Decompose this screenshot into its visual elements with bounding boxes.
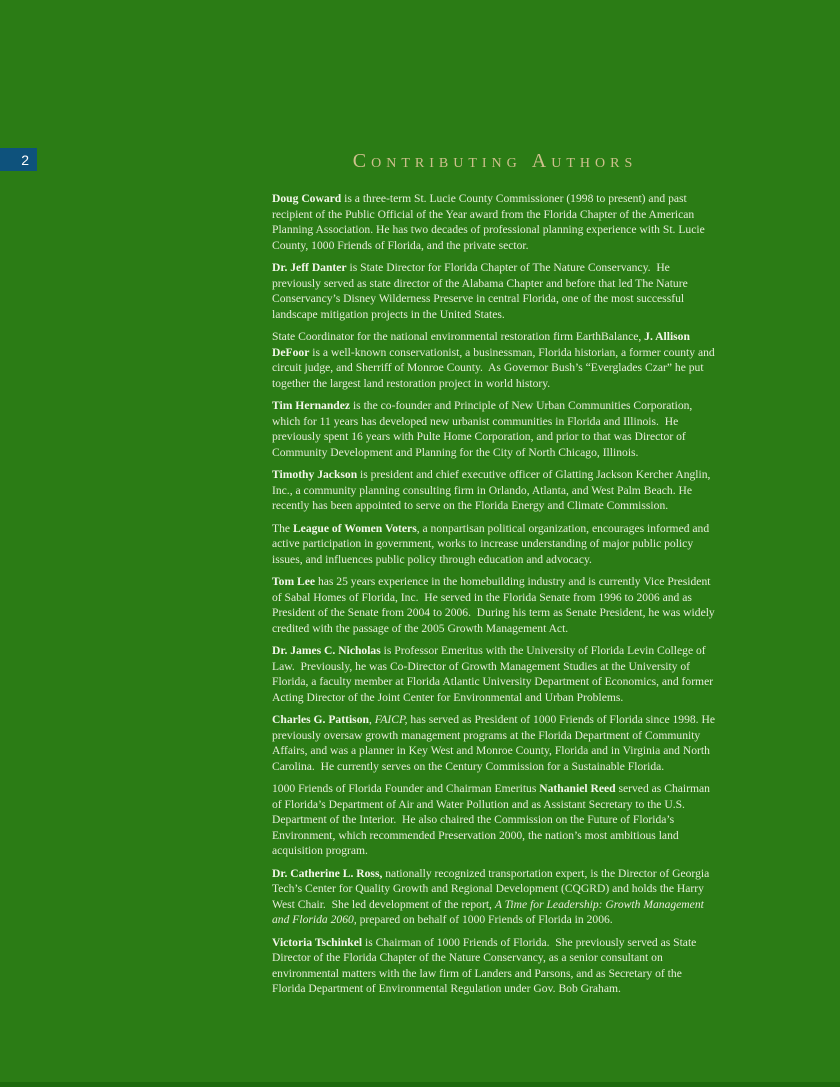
author-paragraph: Tim Hernandez is the co-founder and Principle of New Urban Communities Corporation, which for 11 years has developed new urbanist communities in Florida and Illinois. He previously spent 16 years with Pulte Home Corporation, and prior to that was Director of Community Development and Planning for the City of North Chicago, Illinois. [272,399,696,459]
author-paragraph: Charles G. Pattison, FAICP, has served as President of 1000 Friends of Florida since 1998. He previously oversaw growth management programs at the Florida Department of Community Affairs, and was a planner in Key West and Monroe County, Florida and in Virginia and North Carolina. He currently serves on the Century Commission for a Sustainable Florida. [272,713,718,773]
author-paragraph: Dr. James C. Nicholas is Professor Emeritus with the University of Florida Levin College of Law. Previously, he was Co-Director of Growth Management Studies at the University of Florida, a faculty member at Florida Atlantic University Department of Economics, and former Acting Director of the Joint Center for Environmental and Urban Problems. [272,644,716,704]
author-paragraph: Dr. Catherine L. Ross, nationally recognized transportation expert, is the Director of Georgia Tech’s Center for Quality Growth and Regional Development (CQGRD) and holds the Harry West Chair. She led development of the report, A Time for Leadership: Growth Management and Florida 2060, prepared on behalf of 1000 Friends of Florida in 2006. [272,866,712,926]
page-number: 2 [21,151,29,168]
page-number-tab [0,148,37,171]
author-paragraph: Tom Lee has 25 years experience in the homebuilding industry and is currently Vice President of Sabal Homes of Florida, Inc. He served in the Florida Senate from 1996 to 2006 and as President of the Senate from 2004 to 2006. During his term as Senate President, he was widely credited with the passage of the 2005 Growth Management Act. [272,575,718,635]
author-paragraph: State Coordinator for the national environmental restoration firm EarthBalance, J. Allison DeFoor is a well-known conservationist, a businessman, Florida historian, a former county and circuit judge, and Sherriff of Monroe County. As Governor Bush’s “Everglades Czar” he put together the largest land restoration project in world history. [272,330,718,390]
author-paragraph: Timothy Jackson is president and chief executive officer of Glatting Jackson Kercher Anglin, Inc., a community planning consulting firm in Orlando, Atlanta, and West Palm Beach. He recently has been appointed to serve on the Florida Energy and Climate Commission. [272,468,714,512]
page-title: CONTRIBUTING AUTHORS [352,150,638,172]
author-paragraph: Doug Coward is a three-term St. Lucie County Commissioner (1998 to present) and past recipient of the Public Official of the Year award from the Florida Chapter of the American Planning Association. He has two decades of professional planning experience with St. Lucie County, 1000 Friends of Florida, and the private sector. [272,192,708,252]
author-paragraph: Dr. Jeff Danter is State Director for Florida Chapter of The Nature Conservancy. He previously served as state director of the Alabama Chapter and before that led The Nature Conservancy’s Disney Wilderness Preserve in central Florida, one of the most successful landscape mitigation projects in the United States. [272,261,691,321]
bottom-edge-strip [0,1082,840,1087]
contributing-authors-section [272,144,718,1004]
author-paragraph: 1000 Friends of Florida Founder and Chairman Emeritus Nathaniel Reed served as Chairman of Florida’s Department of Air and Water Pollution and as Assistant Secretary to the U.S. Department of the Interior. He also chaired the Commission on the Future of Florida’s Environment, which recommended Preservation 2000, the nation’s most ambitious land acquisition program. [272,782,713,857]
author-paragraph: Victoria Tschinkel is Chairman of 1000 Friends of Florida. She previously served as State Director of the Florida Chapter of the Nature Conservancy, as a senior consultant on environmental matters with the law firm of Landers and Parsons, and as Secretary of the Florida Department of Environmental Regulation under Gov. Bob Graham. [272,935,700,995]
author-paragraph: The League of Women Voters, a nonpartisan political organization, encourages informed and active participation in government, works to increase understanding of major public policy issues, and influences public policy through education and advocacy. [272,521,713,566]
author-paragraphs [272,191,718,997]
